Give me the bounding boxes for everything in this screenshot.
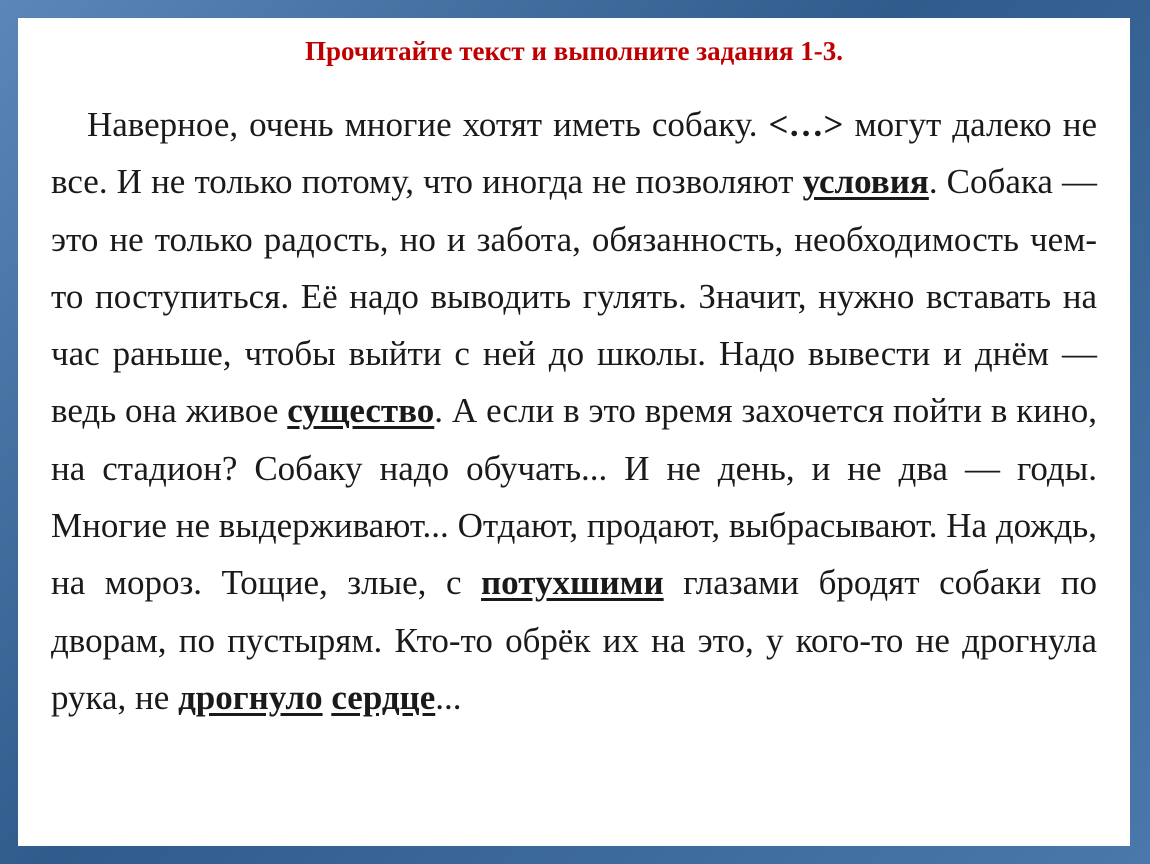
gap-marker: <…> (768, 105, 844, 144)
text-part-1: Наверное, очень многие хотят иметь собаку. (87, 105, 769, 144)
keyword-serdtse: сердце (331, 677, 436, 717)
keyword-potukhshimi: потухшими (481, 563, 664, 603)
slide-title: Прочитайте текст и выполните задания 1-3. (304, 36, 844, 66)
keyword-usloviya: условия (802, 162, 929, 202)
text-part-4: . А если в это время захочется пойти в кино, на стадион? Собаку надо обучать... И не день, и не два — годы. Многие не выдерживают... Отдают, продают, выбрасывают. На дождь, на мороз. Тощие, злые, с (51, 391, 1097, 603)
text-part-7: ... (435, 677, 462, 717)
text-part-2: могут далеко не все. И не только потому, что иногда не позволяют (51, 105, 1097, 202)
reading-text (51, 96, 1097, 726)
text-part-5: глазами бродят собаки по дворам, по пустырям. Кто-то обрёк их на это, у кого-то не дрогнула рука, не (51, 563, 1097, 717)
slide (18, 18, 1130, 846)
text-part-3: . Собака — это не только радость, но и забота, обязанность, необходимость чем-то поступиться. Её надо выводить гулять. Значит, нужно вставать на час раньше, чтобы выйти с ней до школы. Надо вывести и днём — ведь она живое (51, 162, 1097, 431)
keyword-drognulo: дрогнуло (178, 677, 323, 717)
keyword-sushchestvo: существо (287, 391, 435, 431)
